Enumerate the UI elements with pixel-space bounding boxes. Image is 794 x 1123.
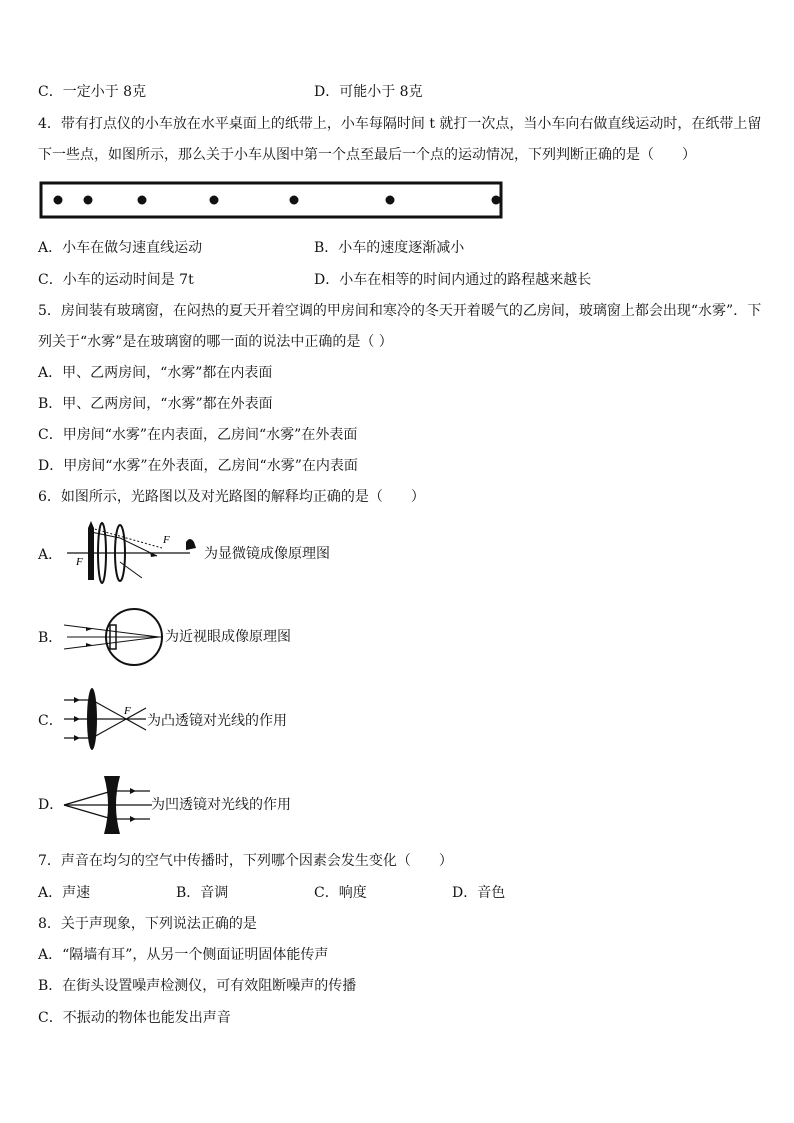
q6-option-c-text: 为凸透镜对光线的作用 [147, 713, 287, 729]
q5-option-d: D．甲房间“水雾”在外表面，乙房间“水雾”在内表面 [38, 458, 358, 474]
arrow-icon [74, 735, 80, 741]
q6-option-d-label: D． [38, 797, 64, 813]
eye-ray-bottom [64, 637, 159, 649]
focal-label-left: F [76, 556, 83, 568]
eye-diagram [62, 605, 167, 669]
q6-option-b-label: B． [38, 630, 63, 646]
virtual-ray [91, 528, 162, 548]
arrow-icon [130, 788, 136, 794]
q3-option-c: C．一定小于 8克 [38, 84, 147, 100]
q6-option-d-text: 为凹透镜对光线的作用 [151, 797, 291, 813]
ticker-tape-strip [41, 183, 501, 217]
q8-option-c: C．不振动的物体也能发出声音 [38, 1010, 231, 1026]
q8-option-a: A．“隔墙有耳”，从另一个侧面证明固体能传声 [38, 947, 329, 963]
eye-observer-icon [186, 539, 196, 550]
q3-option-d: D．可能小于 8克 [314, 84, 423, 100]
tape-dot [290, 196, 299, 205]
q5-option-c: C．甲房间“水雾”在内表面，乙房间“水雾”在外表面 [38, 427, 358, 443]
eye-ray-top [64, 625, 159, 637]
q4-option-b: B．小车的速度逐渐减小 [314, 240, 465, 256]
tape-dot [54, 196, 63, 205]
q5-stem-line1: 5．房间装有玻璃窗，在闷热的夏天开着空调的甲房间和寒冷的冬天开着暖气的乙房间，玻璃窗上都会出现“水雾”．下 [38, 303, 762, 319]
q5-option-b: B．甲、乙两房间，“水雾”都在外表面 [38, 396, 273, 412]
arrow-icon [74, 716, 80, 722]
arrow-icon [130, 816, 136, 822]
q4-stem-line1: 4．带有打点仪的小车放在水平桌面上的纸带上，小车每隔时间 t 就打一次点，当小车向右做直线运动时，在纸带上留 [38, 116, 762, 132]
q6-option-a-text: 为显微镜成像原理图 [204, 546, 330, 562]
q7-option-d: D．音色 [452, 885, 506, 901]
arrow-icon [74, 697, 80, 703]
q6-option-c-label: C． [38, 713, 63, 729]
q6-option-b-text: 为近视眼成像原理图 [165, 629, 291, 645]
tape-dot [210, 196, 219, 205]
convex-lens-diagram [62, 686, 152, 752]
ray-out-1 [92, 700, 146, 730]
tape-dot [492, 196, 501, 205]
tape-dot [84, 196, 93, 205]
focal-label: F [124, 705, 131, 717]
tape-dot [386, 196, 395, 205]
q4-stem-line2: 下一些点，如图所示，那么关于小车从图中第一个点至最后一个点的运动情况，下列判断正确的是（ ） [38, 147, 696, 163]
q7-option-b: B．音调 [176, 885, 229, 901]
q6-stem: 6．如图所示，光路图以及对光路图的解释均正确的是（ ） [38, 489, 425, 505]
q7-option-c: C．响度 [314, 885, 367, 901]
focal-label-right: F [163, 534, 170, 546]
candle-flame-icon [88, 521, 94, 528]
q4-option-c: C．小车的运动时间是 7t [38, 272, 194, 288]
concave-ray-bottom [64, 805, 112, 819]
q5-stem-line2: 列关于“水雾”是在玻璃窗的哪一面的说法中正确的是（ ） [38, 334, 393, 350]
object-candle [88, 528, 94, 580]
q7-stem: 7．声音在均匀的空气中传播时，下列哪个因素会发生变化（ ） [38, 853, 453, 869]
q4-ticker-tape-diagram [38, 180, 504, 220]
q8-option-b: B．在街头设置噪声检测仪，可有效阻断噪声的传播 [38, 978, 357, 994]
q7-option-a: A．声速 [38, 885, 91, 901]
arrow-icon [86, 643, 92, 647]
arrow-icon [86, 627, 92, 631]
concave-ray-top [64, 791, 112, 805]
q8-stem: 8．关于声现象，下列说法正确的是 [38, 916, 257, 932]
q4-option-a: A．小车在做匀速直线运动 [38, 240, 203, 256]
microscope-diagram [62, 518, 207, 588]
tape-dot [138, 196, 147, 205]
concave-lens-diagram [62, 774, 154, 836]
q6-option-a-label: A． [38, 547, 63, 563]
q4-option-d: D．小车在相等的时间内通过的路程越来越长 [314, 272, 592, 288]
q5-option-a: A．甲、乙两房间，“水雾”都在内表面 [38, 365, 273, 381]
ray-out-3 [92, 708, 146, 738]
